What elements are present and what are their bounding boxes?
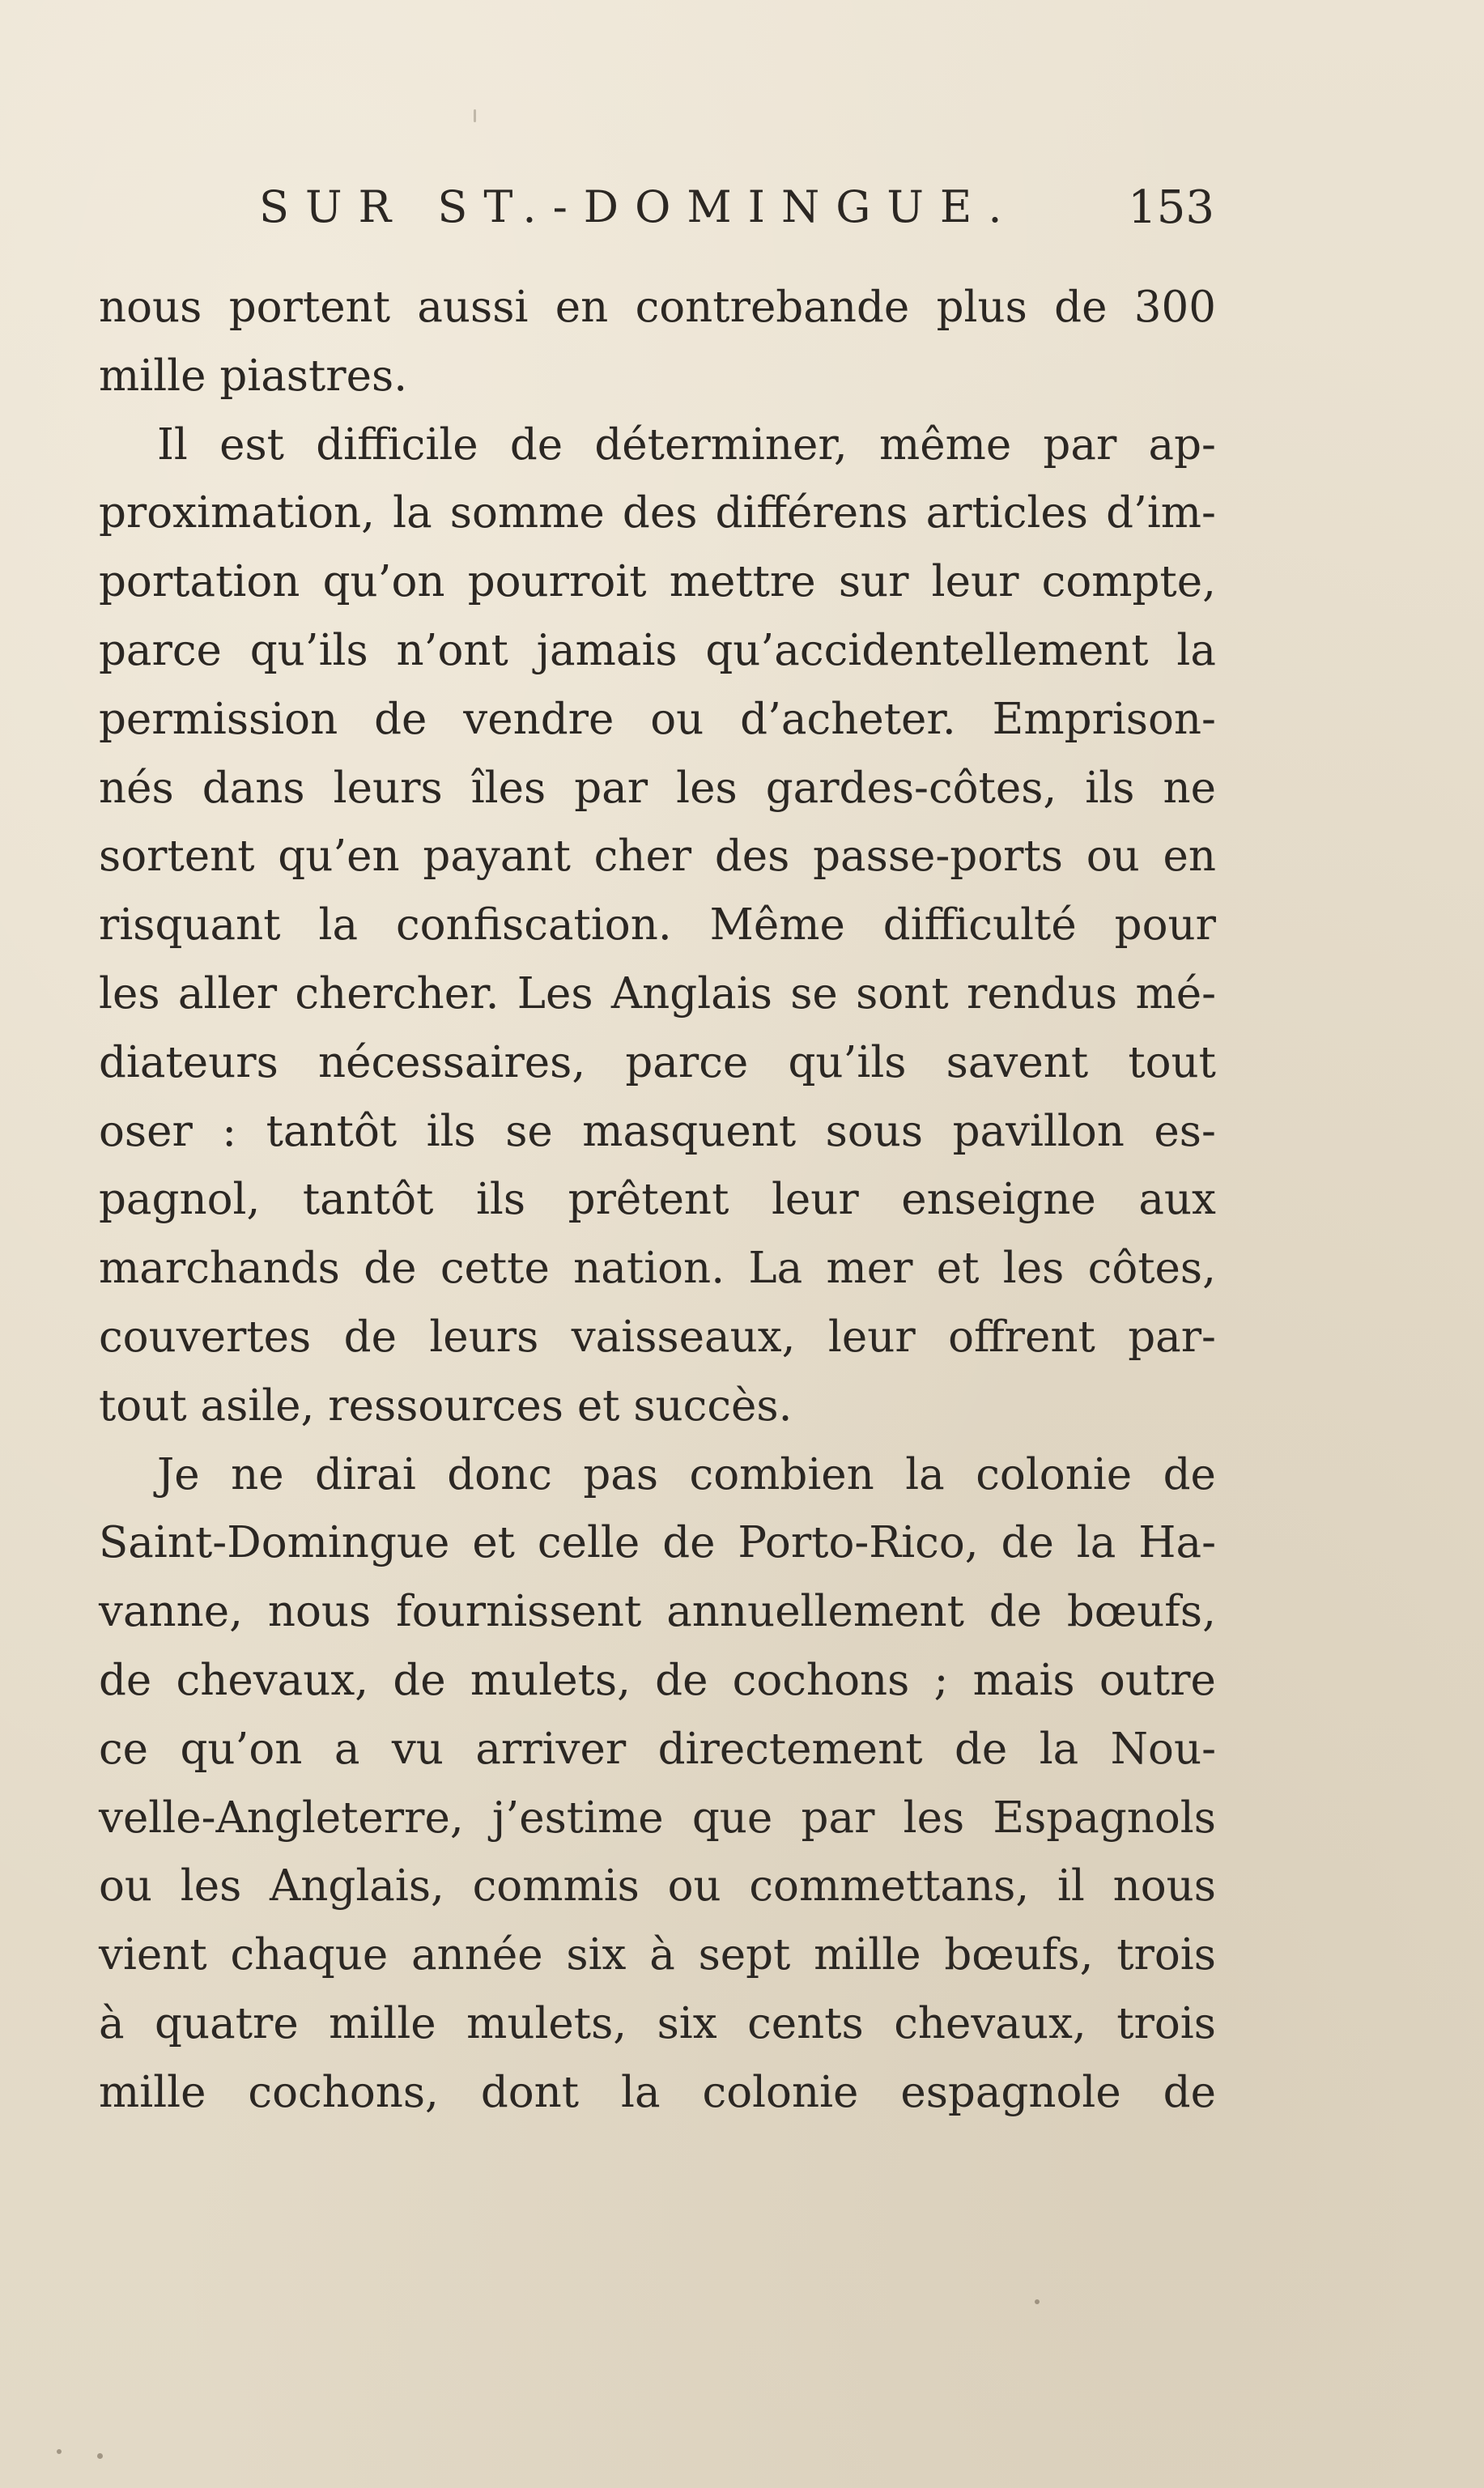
page-header <box>259 181 1214 246</box>
word: qu’on <box>180 1724 303 1774</box>
word: articles <box>925 488 1088 538</box>
word: vanne, <box>99 1587 244 1637</box>
word: de <box>393 1655 446 1705</box>
word: par- <box>1128 1312 1216 1362</box>
word: mulets, <box>466 1998 627 2048</box>
word: vendre <box>463 694 614 744</box>
word: ils <box>426 1106 476 1156</box>
word: par <box>801 1793 875 1843</box>
word: vaisseaux, <box>571 1312 796 1362</box>
word: six <box>657 1998 717 2048</box>
word: portation <box>99 557 300 607</box>
word: velle-Angleterre, <box>99 1793 464 1843</box>
word: Je <box>157 1449 200 1499</box>
word: dans <box>202 763 305 813</box>
word: contrebande <box>635 283 910 332</box>
word: se <box>790 968 838 1019</box>
word: passe-ports <box>813 831 1063 882</box>
word: aussi <box>417 283 529 332</box>
word: mille <box>99 2067 206 2117</box>
word: déterminer, <box>594 419 848 470</box>
text-line: mille piastres. <box>99 351 408 401</box>
word: des <box>714 831 790 882</box>
word: j’estime <box>491 1793 664 1843</box>
word: permission <box>99 694 338 744</box>
text-line <box>99 479 1216 548</box>
word: cents <box>747 1998 864 2048</box>
word: de <box>1163 1449 1216 1499</box>
word: la <box>1076 1518 1116 1568</box>
word: colonie <box>976 1449 1133 1499</box>
word: même <box>878 419 1012 470</box>
text-line <box>99 1509 1216 1578</box>
paper-spot <box>57 2449 62 2454</box>
word: qu’on <box>322 557 445 607</box>
word: portent <box>228 283 390 332</box>
word: mille <box>329 1998 436 2048</box>
word: : <box>222 1106 237 1156</box>
word: de <box>1054 283 1108 332</box>
word: mer <box>826 1244 913 1294</box>
word: à <box>649 1930 675 1980</box>
word: de <box>509 419 563 470</box>
word: parce <box>625 1037 749 1087</box>
word: en <box>555 283 609 332</box>
word: d’im- <box>1106 488 1216 538</box>
paragraph-first-line <box>99 411 1216 480</box>
word: les <box>903 1793 965 1843</box>
word: bœufs, <box>944 1930 1094 1980</box>
word: qu’accidentellement <box>705 625 1149 675</box>
word: mille <box>814 1930 921 1980</box>
text-line: tout asile, ressources et succès. <box>99 1380 793 1431</box>
text-line <box>99 1578 1216 1647</box>
word: année <box>411 1930 543 1980</box>
word: Ha- <box>1138 1518 1216 1568</box>
word: Anglais, <box>270 1861 444 1912</box>
body-text <box>99 274 1216 2128</box>
word: nous <box>1112 1861 1216 1912</box>
word: Emprison- <box>992 694 1216 744</box>
word: dont <box>480 2067 580 2117</box>
word: outre <box>1099 1655 1216 1705</box>
word: directement <box>657 1724 923 1774</box>
word: six <box>566 1930 627 1980</box>
word: aux <box>1138 1175 1216 1225</box>
word: mettre <box>669 557 816 607</box>
word: Il <box>157 419 188 470</box>
word: ap- <box>1148 419 1216 470</box>
word: proximation, <box>99 488 376 538</box>
word: la <box>1176 625 1216 675</box>
word: gardes-côtes, <box>765 763 1057 813</box>
text-line <box>99 2059 1216 2128</box>
word: ou <box>667 1861 721 1912</box>
word: ou <box>1086 831 1140 882</box>
word: jamais <box>536 625 678 675</box>
word: marchands <box>99 1244 340 1294</box>
word: tantôt <box>302 1175 434 1225</box>
word: ou <box>99 1861 153 1912</box>
text-line <box>99 686 1216 755</box>
word: vient <box>99 1930 207 1980</box>
word: mulets, <box>470 1655 631 1705</box>
word: masquent <box>582 1106 797 1156</box>
word: des <box>622 488 698 538</box>
word: leurs <box>429 1312 539 1362</box>
word: trois <box>1116 1930 1216 1980</box>
word: n’ont <box>396 625 508 675</box>
word: colonie <box>702 2067 859 2117</box>
text-line <box>99 1852 1216 1921</box>
word: pagnol, <box>99 1175 261 1225</box>
text-line <box>99 1784 1216 1853</box>
paper-spot <box>1035 2299 1040 2304</box>
word: ne <box>231 1449 284 1499</box>
word: sortent <box>99 831 255 882</box>
word: la <box>393 488 432 538</box>
word: enseigne <box>901 1175 1096 1225</box>
word: pourroit <box>467 557 647 607</box>
word: de <box>99 1655 152 1705</box>
word: prêtent <box>568 1175 729 1225</box>
text-line <box>99 548 1216 617</box>
word: Nou- <box>1110 1724 1216 1774</box>
word: Saint-Domingue <box>99 1518 450 1568</box>
word: par <box>574 763 648 813</box>
word: chevaux, <box>894 1998 1086 2048</box>
word: commis <box>472 1861 640 1912</box>
word: pour <box>1114 900 1216 951</box>
word: trois <box>1116 1998 1216 2048</box>
word: la <box>621 2067 661 2117</box>
word: a <box>334 1724 360 1774</box>
word: arriver <box>475 1724 627 1774</box>
word: donc <box>447 1449 552 1499</box>
word: chercher. <box>295 968 500 1019</box>
text-line <box>99 891 1216 960</box>
word: chaque <box>230 1930 389 1980</box>
word: nécessaires, <box>317 1037 586 1087</box>
word: sur <box>838 557 909 607</box>
word: leur <box>827 1312 916 1362</box>
word: quatre <box>155 1998 299 2048</box>
word: bœufs, <box>1066 1587 1216 1637</box>
text-line <box>99 1304 1216 1372</box>
word: ils <box>1085 763 1135 813</box>
word: leurs <box>333 763 443 813</box>
word: la <box>1039 1724 1079 1774</box>
word: sous <box>825 1106 924 1156</box>
word: les <box>1002 1244 1065 1294</box>
word: de <box>989 1587 1042 1637</box>
paper-spot <box>97 2453 103 2459</box>
text-line <box>99 1098 1216 1167</box>
word: les <box>99 968 160 1019</box>
word: parce <box>99 625 222 675</box>
word: ne <box>1163 763 1216 813</box>
word: espagnole <box>900 2067 1121 2117</box>
word: la <box>318 900 359 951</box>
word: diateurs <box>99 1037 279 1087</box>
text-line <box>99 617 1216 686</box>
word: couvertes <box>99 1312 312 1362</box>
word: 300 <box>1133 283 1216 332</box>
word: savent <box>946 1037 1089 1087</box>
paragraph-first-line <box>99 1441 1216 1510</box>
word: sept <box>698 1930 791 1980</box>
word: offrent <box>948 1312 1095 1362</box>
word: de <box>655 1655 708 1705</box>
word: se <box>505 1106 553 1156</box>
word: la <box>905 1449 945 1499</box>
word: que <box>691 1793 773 1843</box>
word: côtes, <box>1087 1244 1216 1294</box>
word: en <box>1163 831 1216 882</box>
word: Anglais <box>610 968 772 1019</box>
text-line <box>99 1990 1216 2059</box>
word: ou <box>650 694 704 744</box>
text-line <box>99 1235 1216 1304</box>
word: les <box>676 763 738 813</box>
word: payant <box>423 831 571 882</box>
word: mé- <box>1135 968 1216 1019</box>
text-line <box>99 1716 1216 1784</box>
word: oser <box>99 1106 193 1156</box>
word: d’acheter. <box>740 694 956 744</box>
text-line <box>99 1647 1216 1716</box>
word: tout <box>1128 1037 1216 1087</box>
word: nous <box>99 283 202 332</box>
text-line <box>99 1029 1216 1098</box>
text-line <box>99 1921 1216 1990</box>
word: dirai <box>315 1449 416 1499</box>
word: Même <box>709 900 845 951</box>
text-line <box>99 274 1216 342</box>
word: risquant <box>99 900 281 951</box>
word: par <box>1043 419 1117 470</box>
word: de <box>374 694 427 744</box>
word: de <box>662 1518 716 1568</box>
word: tantôt <box>266 1106 398 1156</box>
word: Espagnols <box>993 1793 1216 1843</box>
word: qu’ils <box>249 625 368 675</box>
word: de <box>955 1724 1008 1774</box>
word: de <box>364 1244 417 1294</box>
word: pavillon <box>952 1106 1125 1156</box>
word: combien <box>689 1449 874 1499</box>
page-number: 153 <box>1128 181 1214 234</box>
word: les <box>180 1861 242 1912</box>
word: nous <box>267 1587 372 1637</box>
text-line <box>99 823 1216 891</box>
word: fournissent <box>396 1587 642 1637</box>
word: pas <box>583 1449 659 1499</box>
word: à <box>99 1998 125 2048</box>
word: et <box>472 1518 515 1568</box>
word: îles <box>470 763 546 813</box>
word: ; <box>933 1655 949 1705</box>
word: différens <box>715 488 908 538</box>
word: de <box>343 1312 397 1362</box>
running-head: SUR ST.-DOMINGUE. <box>259 181 1018 232</box>
word: leur <box>931 557 1019 607</box>
word: de <box>1163 2067 1216 2117</box>
word: qu’en <box>278 831 400 882</box>
word: confiscation. <box>395 900 672 951</box>
word: cher <box>593 831 692 882</box>
word: nés <box>99 763 174 813</box>
word: aller <box>177 968 278 1019</box>
word: et <box>936 1244 980 1294</box>
word: Les <box>517 968 593 1019</box>
word: es- <box>1154 1106 1216 1156</box>
word: annuellement <box>666 1587 964 1637</box>
word: commettans, <box>749 1861 1030 1912</box>
word: ce <box>99 1724 149 1774</box>
paper-spot <box>474 109 476 122</box>
word: Porto-Rico, <box>738 1518 979 1568</box>
word: difficulté <box>882 900 1077 951</box>
word: sont <box>856 968 949 1019</box>
word: chevaux, <box>176 1655 369 1705</box>
word: compte, <box>1041 557 1216 607</box>
word: de <box>1001 1518 1054 1568</box>
word: rendus <box>967 968 1118 1019</box>
word: mais <box>972 1655 1075 1705</box>
word: somme <box>449 488 605 538</box>
word: leur <box>771 1175 859 1225</box>
word: qu’ils <box>788 1037 907 1087</box>
word: cette <box>440 1244 550 1294</box>
word: est <box>219 419 284 470</box>
word: celle <box>537 1518 640 1568</box>
word: nation. <box>573 1244 725 1294</box>
text-line <box>99 755 1216 823</box>
word: difficile <box>316 419 478 470</box>
word: plus <box>936 283 1027 332</box>
text-line <box>99 960 1216 1029</box>
word: cochons <box>732 1655 910 1705</box>
word: ils <box>475 1175 526 1225</box>
word: vu <box>391 1724 444 1774</box>
word: il <box>1057 1861 1085 1912</box>
word: La <box>748 1244 803 1294</box>
text-line <box>99 1166 1216 1235</box>
word: cochons, <box>248 2067 439 2117</box>
